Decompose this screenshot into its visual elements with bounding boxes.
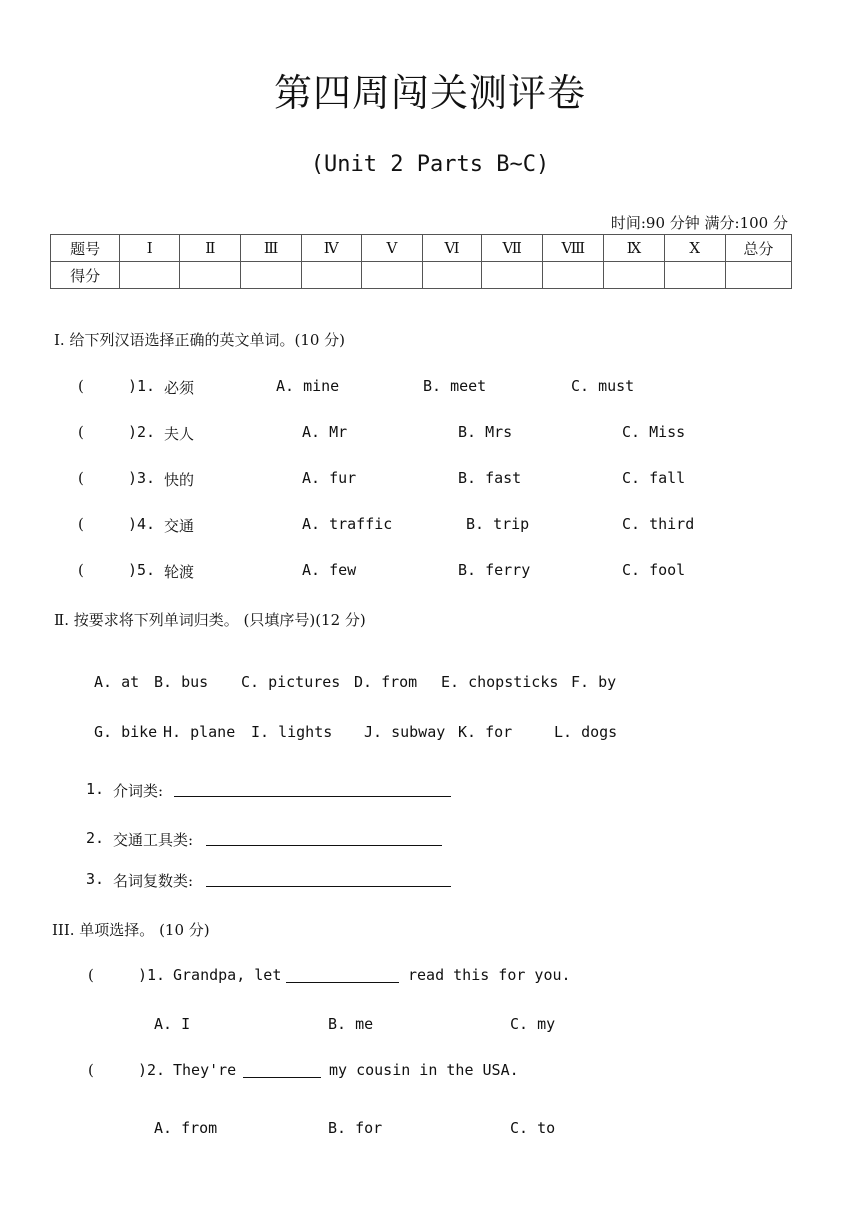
question-text-after: my cousin in the USA. <box>329 1061 519 1079</box>
table-header-cell: Ⅵ <box>422 235 481 262</box>
score-row-label: 得分 <box>51 262 120 289</box>
chinese-word: 夫人 <box>164 425 195 443</box>
option-b[interactable]: B. me <box>328 1015 374 1033</box>
answer-blank[interactable] <box>206 845 442 846</box>
category-label: 名词复数类: <box>113 872 194 890</box>
option-b[interactable]: B. Mrs <box>458 423 513 441</box>
question-number: )5. <box>128 561 156 579</box>
score-cell[interactable] <box>604 262 664 289</box>
chinese-word: 交通 <box>164 517 195 535</box>
score-cell[interactable] <box>241 262 301 289</box>
option-b[interactable]: B. trip <box>466 515 530 533</box>
page-title: 第四周闯关测评卷 <box>273 71 586 115</box>
answer-blank[interactable] <box>174 796 451 797</box>
word-option: K. for <box>458 723 513 741</box>
option-c[interactable]: C. third <box>622 515 695 533</box>
word-option: E. chopsticks <box>441 673 559 691</box>
option-b[interactable]: B. ferry <box>458 561 531 579</box>
answer-blank[interactable] <box>286 982 399 983</box>
option-b[interactable]: B. meet <box>423 377 487 395</box>
chinese-word: 必须 <box>164 379 195 397</box>
table-header-cell: 题号 <box>51 235 120 262</box>
score-cell[interactable] <box>120 262 180 289</box>
option-a[interactable]: A. I <box>154 1015 191 1033</box>
answer-paren[interactable]: ( <box>78 561 84 579</box>
option-c[interactable]: C. Miss <box>622 423 686 441</box>
question-text-before: Grandpa, let <box>173 966 282 984</box>
answer-paren[interactable]: ( <box>78 515 84 533</box>
table-header-cell: Ⅳ <box>301 235 361 262</box>
question-number: )2. <box>138 1061 166 1079</box>
answer-paren[interactable]: ( <box>88 966 94 984</box>
option-c[interactable]: C. fool <box>622 561 686 579</box>
category-number: 3. <box>86 870 105 888</box>
category-label: 介词类: <box>113 782 164 800</box>
page-subtitle: (Unit 2 Parts B~C) <box>310 152 550 177</box>
table-header-cell: Ⅰ <box>120 235 180 262</box>
option-a[interactable]: A. from <box>154 1119 218 1137</box>
option-c[interactable]: C. must <box>571 377 635 395</box>
score-table <box>50 234 792 289</box>
answer-blank[interactable] <box>206 886 451 887</box>
word-option: H. plane <box>163 723 236 741</box>
score-cell[interactable] <box>725 262 791 289</box>
score-cell[interactable] <box>482 262 543 289</box>
score-cell[interactable] <box>664 262 725 289</box>
question-number: )1. <box>138 966 166 984</box>
chinese-word: 快的 <box>164 471 195 489</box>
option-b[interactable]: B. for <box>328 1119 383 1137</box>
score-cell[interactable] <box>301 262 361 289</box>
option-a[interactable]: A. mine <box>276 377 340 395</box>
answer-paren[interactable]: ( <box>78 377 84 395</box>
option-a[interactable]: A. fur <box>302 469 357 487</box>
question-text-before: They're <box>173 1061 237 1079</box>
score-cell[interactable] <box>422 262 481 289</box>
table-header-cell: Ⅴ <box>361 235 422 262</box>
section-2-heading: Ⅱ. 按要求将下列单词归类。 (只填序号)(12 分) <box>54 611 366 629</box>
score-cell[interactable] <box>543 262 604 289</box>
score-table-header-row <box>51 235 792 262</box>
category-number: 2. <box>86 829 105 847</box>
time-and-score-info: 时间:90 分钟 满分:100 分 <box>610 214 788 232</box>
answer-blank[interactable] <box>243 1077 321 1078</box>
question-number: )2. <box>128 423 156 441</box>
question-number: )4. <box>128 515 156 533</box>
table-header-cell: Ⅶ <box>482 235 543 262</box>
category-label: 交通工具类: <box>113 831 194 849</box>
word-option: F. by <box>571 673 617 691</box>
score-cell[interactable] <box>361 262 422 289</box>
question-number: )1. <box>128 377 156 395</box>
word-option: A. at <box>94 673 140 691</box>
question-number: )3. <box>128 469 156 487</box>
table-header-cell: Ⅲ <box>241 235 301 262</box>
chinese-word: 轮渡 <box>164 563 195 581</box>
word-option: G. bike <box>94 723 158 741</box>
word-option: L. dogs <box>554 723 618 741</box>
answer-paren[interactable]: ( <box>78 469 84 487</box>
score-table-score-row <box>51 262 792 289</box>
answer-paren[interactable]: ( <box>78 423 84 441</box>
table-header-cell: Ⅷ <box>543 235 604 262</box>
word-option: C. pictures <box>241 673 341 691</box>
option-a[interactable]: A. Mr <box>302 423 348 441</box>
option-a[interactable]: A. few <box>302 561 357 579</box>
option-b[interactable]: B. fast <box>458 469 522 487</box>
option-a[interactable]: A. traffic <box>302 515 393 533</box>
table-header-cell: Ⅹ <box>664 235 725 262</box>
word-option: D. from <box>354 673 418 691</box>
table-header-cell: Ⅱ <box>180 235 241 262</box>
answer-paren[interactable]: ( <box>88 1061 94 1079</box>
option-c[interactable]: C. my <box>510 1015 556 1033</box>
word-option: J. subway <box>364 723 446 741</box>
section-1-heading: Ⅰ. 给下列汉语选择正确的英文单词。(10 分) <box>54 331 346 349</box>
table-header-cell: 总分 <box>725 235 791 262</box>
question-text-after: read this for you. <box>408 966 571 984</box>
word-option: B. bus <box>154 673 209 691</box>
section-3-heading: III. 单项选择。 (10 分) <box>52 921 210 939</box>
score-cell[interactable] <box>180 262 241 289</box>
word-option: I. lights <box>251 723 333 741</box>
category-number: 1. <box>86 780 105 798</box>
option-c[interactable]: C. fall <box>622 469 686 487</box>
option-c[interactable]: C. to <box>510 1119 556 1137</box>
table-header-cell: Ⅸ <box>604 235 664 262</box>
